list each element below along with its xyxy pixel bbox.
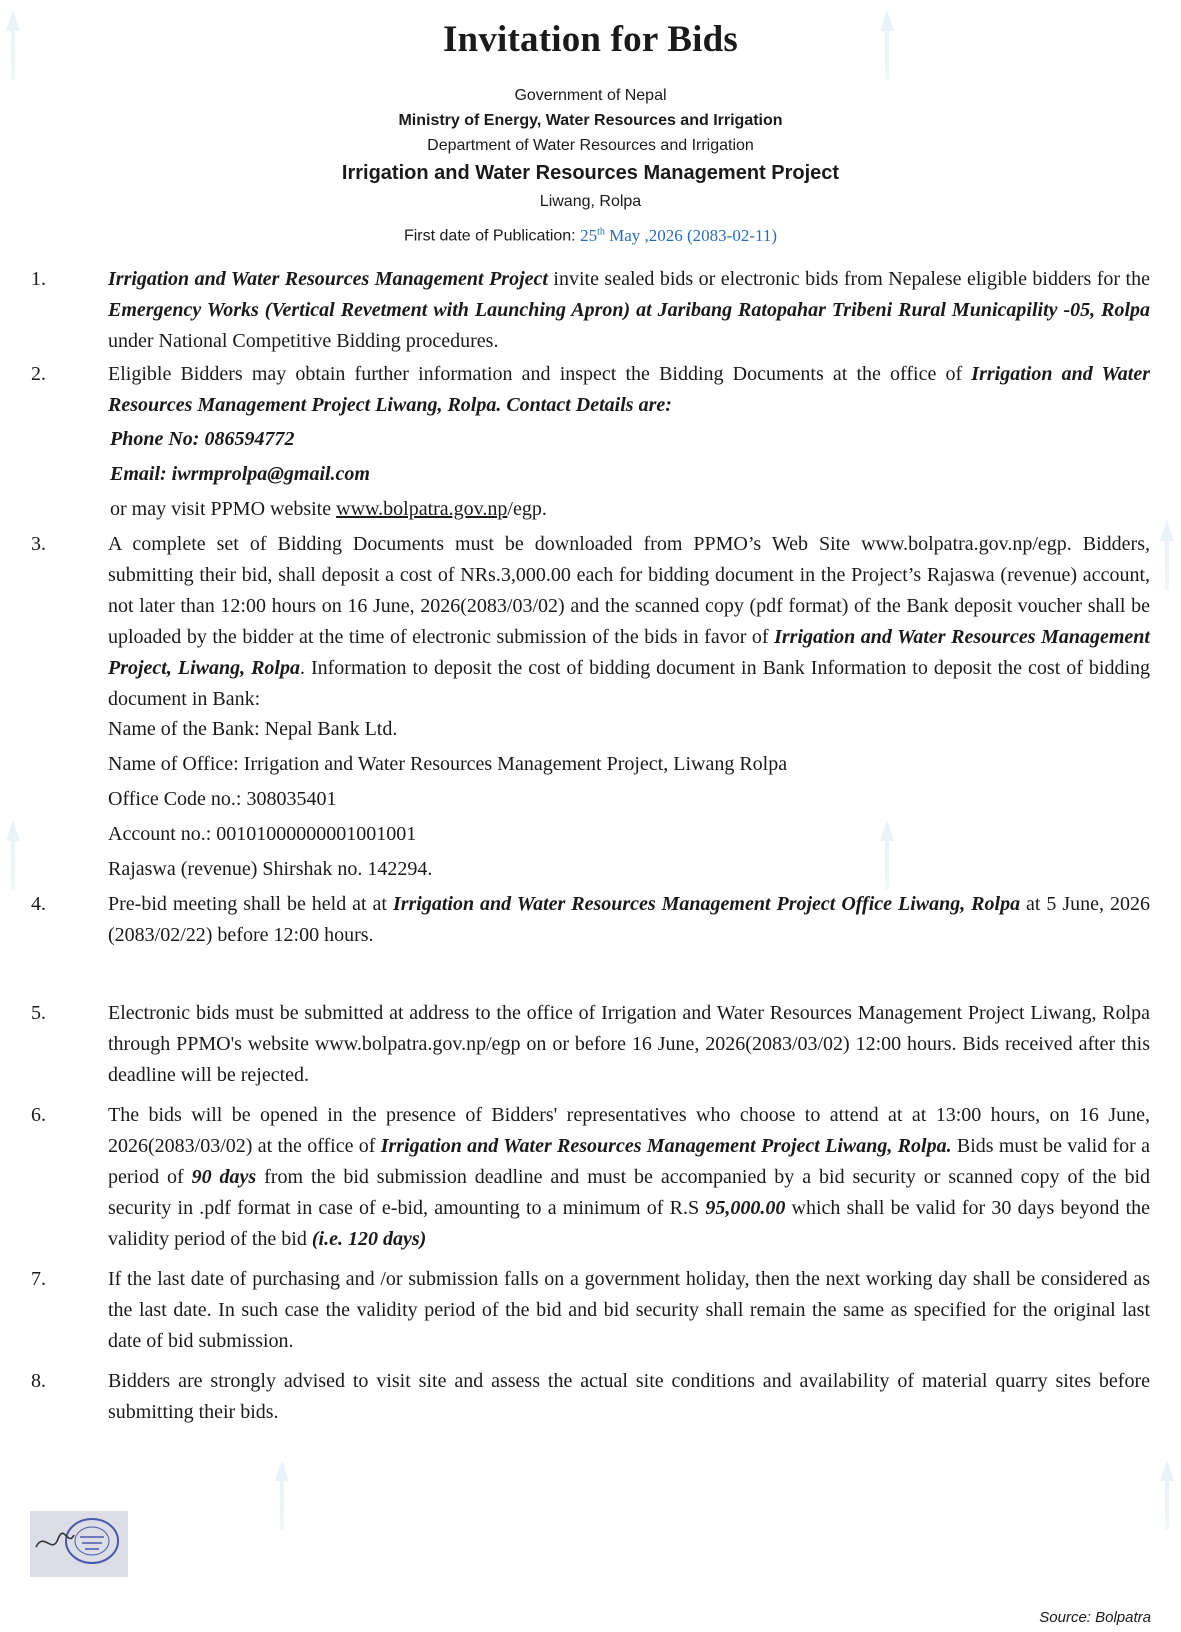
watermark-arrow-icon [6,820,20,890]
contact-email[interactable]: Email: iwrmprolpa@gmail.com [110,463,370,485]
office-code: Office Code no.: 308035401 [108,788,337,810]
header-government: Government of Nepal [514,87,667,104]
account-number: Account no.: 00101000000001001001 [108,823,417,845]
header-department: Department of Water Resources and Irrigation [427,137,754,154]
header-ministry: Ministry of Energy, Water Resources and Irrigation [398,112,783,129]
clause-number: 6. [31,1104,46,1126]
clause-5-text: Electronic bids must be submitted at address to the office of Irrigation and Water Resources Management Project Liwang, Rolpa through PPMO's website www.bolpatra.gov.np/egp on or before 16 June, 2026(2083/03/02) 12:00 hours. Bids received after this deadline will be rejected. [108,1002,1150,1086]
publication-label: First date of Publication: [403,227,576,245]
clause-3-text: A complete set of Bidding Documents must be downloaded from PPMO’s Web Site www.bolpatra.gov.np/egp. Bidders, submitting their bid, shall deposit a cost of NRs.3,000.00 each for bidding document in the Project’s Rajaswa (revenue) account, not later than 12:00 hours on 16 June, 2026(2083/03/02) and the scanned copy (pdf format) of the Bank deposit voucher shall be uploaded by the bidder at the time of electronic submission of the bids in favor of Irrigation and Water Resources Management Project, Liwang, Rolpa. Information to deposit the cost of bidding document in Bank Information to deposit the cost of bidding document in Bank: [108,533,1151,710]
clause-number: 2. [31,363,46,385]
bolpatra-link[interactable]: www.bolpatra.gov.np [336,498,508,520]
clause-number: 7. [31,1268,46,1290]
watermark-arrow-icon [1160,1460,1174,1530]
clause-6-text: The bids will be opened in the presence of Bidders' representatives who choose to attend at at 13:00 hours, on 16 June, 2026(2083/03/02) at the office of Irrigation and Water Resources Management Project Liwang, Rolpa. Bids must be valid for a period of 90 days from the bid submission deadline and must be accompanied by a bid security or scanned copy of the bid security in .pdf format in case of e-bid, amounting to a minimum of R.S 95,000.00 which shall be valid for 30 days beyond the validity period of the bid (i.e. 120 days) [108,1104,1151,1250]
clause-number: 3. [31,533,46,555]
clause-2-text: Eligible Bidders may obtain further information and inspect the Bidding Documents at the office of Irrigation and Water Resources Management Project Liwang, Rolpa. Contact Details are: [108,363,1151,416]
publication-value: 25th May ,2026 (2083-02-11) [580,225,778,245]
contact-phone: Phone No: 086594772 [110,428,295,450]
clause-number: 5. [31,1002,46,1024]
clause-7-text: If the last date of purchasing and /or submission falls on a government holiday, then the next working day shall be considered as the last date. In such case the validity period of the bid and bid security shall remain the same as specified for the original last date of bid submission. [108,1268,1150,1352]
clause-number: 8. [31,1370,46,1392]
revenue-shirshak: Rajaswa (revenue) Shirshak no. 142294. [108,858,433,880]
publication-date [0,222,1181,247]
bank-name: Name of the Bank: Nepal Bank Ltd. [108,718,398,740]
source-credit: Source: Bolpatra [1039,1609,1151,1626]
ppmo-visit-line: or may visit PPMO website www.bolpatra.gov.np/egp. [110,498,547,520]
watermark-arrow-icon [275,1460,289,1530]
header-project: Irrigation and Water Resources Management Project [341,162,840,184]
clause-number: 1. [31,268,46,290]
clause-1-text: Irrigation and Water Resources Management Project invite sealed bids or electronic bids from Nepalese eligible bidders for the Emergency Works (Vertical Revetment with Launching Apron) at Jaribang Ratopahar Tribeni Rural Municapility -05, Rolpa under National Competitive Bidding procedures. [108,268,1150,352]
header-location: Liwang, Rolpa [539,193,642,210]
signature-stamp-image [30,1511,128,1577]
clause-8-text: Bidders are strongly advised to visit site and assess the actual site conditions and availability of material quarry sites before submitting their bids. [108,1370,1150,1423]
clause-4-text: Pre-bid meeting shall be held at at Irrigation and Water Resources Management Project Office Liwang, Rolpa at 5 June, 2026 (2083/02/22) before 12:00 hours. [108,893,1150,946]
clause-number: 4. [31,893,46,915]
seal-icon [30,1511,128,1577]
watermark-arrow-icon [1160,520,1174,590]
notice-title: Invitation for Bids [442,19,739,60]
office-name: Name of Office: Irrigation and Water Resources Management Project, Liwang Rolpa [108,753,788,775]
